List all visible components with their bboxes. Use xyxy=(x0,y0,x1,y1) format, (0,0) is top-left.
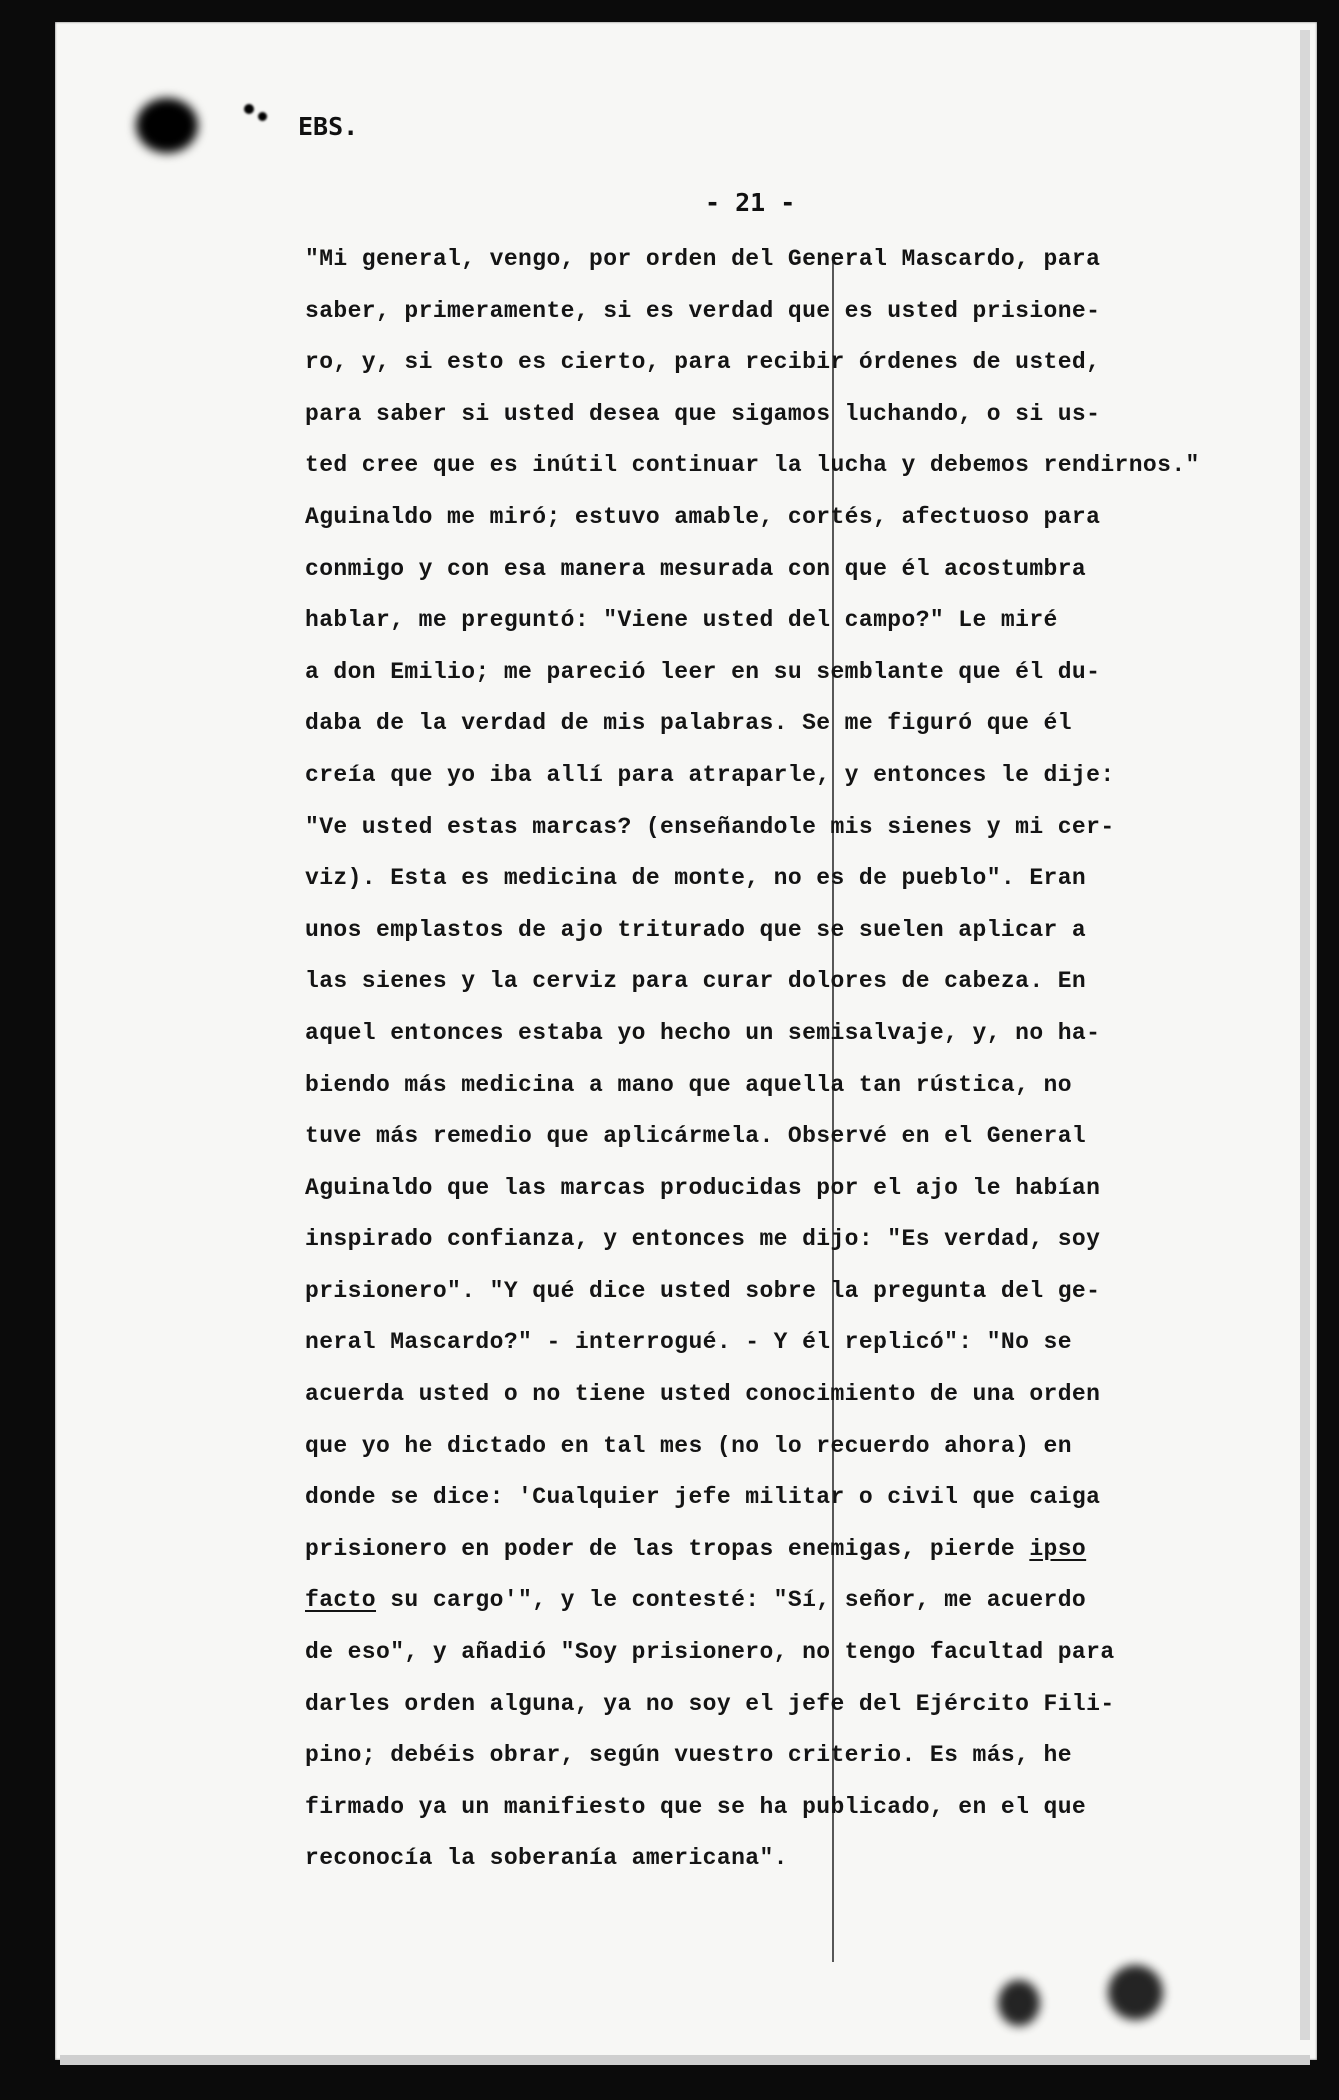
ink-blot-top-left xyxy=(136,98,198,153)
text-line: viz). Esta es medicina de monte, no es de pueblo". Eran xyxy=(305,865,1087,892)
text-line: ro, y, si esto es cierto, para recibir órdenes de usted, xyxy=(305,349,1101,376)
text-line: unos emplastos de ajo triturado que se suelen aplicar a xyxy=(305,916,1087,943)
text-line: para saber si usted desea que sigamos luchando, o si us- xyxy=(305,400,1101,427)
text-line: firmado ya un manifiesto que se ha publicado, en el que xyxy=(305,1793,1087,1820)
text-line: que yo he dictado en tal mes (no lo recuerdo ahora) en xyxy=(305,1432,1072,1459)
text-line: "Ve usted estas marcas? (enseñandole mis sienes y mi cer- xyxy=(305,813,1115,840)
page-edge-right xyxy=(1300,30,1310,2040)
text-line: ted cree que es inútil continuar la lucha y debemos rendirnos." xyxy=(305,452,1200,479)
text-line: conmigo y con esa manera mesurada con que él acostumbra xyxy=(305,555,1087,582)
text-line: "Mi general, vengo, por orden del General Mascardo, para xyxy=(305,246,1101,272)
page-number: - 21 - xyxy=(705,188,796,217)
text-line: las sienes y la cerviz para curar dolores de cabeza. En xyxy=(305,968,1087,995)
text-line: pino; debéis obrar, según vuestro criterio. Es más, he xyxy=(305,1742,1072,1769)
text-line: biendo más medicina a mano que aquella tan rústica, no xyxy=(305,1071,1072,1098)
text-line xyxy=(305,1575,1290,1627)
text-segment: su cargo'", y le contesté: "Sí, señor, me acuerdo xyxy=(376,1587,1087,1614)
text-line: acuerda usted o no tiene usted conocimiento de una orden xyxy=(305,1381,1101,1408)
text-line: darles orden alguna, ya no soy el jefe del Ejército Fili- xyxy=(305,1690,1115,1717)
text-line: prisionero". "Y qué dice usted sobre la pregunta del ge- xyxy=(305,1277,1101,1304)
text-line: a don Emilio; me pareció leer en su semblante que él du- xyxy=(305,658,1101,685)
text-line: neral Mascardo?" - interrogué. - Y él replicó": "No se xyxy=(305,1329,1072,1356)
ink-dot-top-2 xyxy=(258,112,267,121)
text-line: tuve más remedio que aplicármela. Observé en el General xyxy=(305,1123,1087,1150)
ink-blot-bottom-right-1 xyxy=(998,1980,1040,2026)
body-text xyxy=(305,234,1290,1885)
ink-blot-bottom-right-2 xyxy=(1108,1965,1163,2020)
text-line: creía que yo iba allí para atraparle, y entonces le dije: xyxy=(305,761,1115,788)
text-line: inspirado confianza, y entonces me dijo: "Es verdad, soy xyxy=(305,1226,1101,1253)
page-edge-bottom xyxy=(60,2055,1310,2065)
text-line: hablar, me preguntó: "Viene usted del campo?" Le miré xyxy=(305,607,1058,634)
text-line: Aguinaldo que las marcas producidas por el ajo le habían xyxy=(305,1174,1101,1201)
underlined-word-ipso: ipso xyxy=(1029,1535,1087,1562)
text-line xyxy=(305,1524,1290,1576)
ink-dot-top xyxy=(244,104,254,114)
text-line: daba de la verdad de mis palabras. Se me figuró que él xyxy=(305,710,1072,737)
text-line: de eso", y añadió "Soy prisionero, no tengo facultad para xyxy=(305,1639,1115,1666)
underlined-word-facto: facto xyxy=(305,1587,377,1614)
text-line: Aguinaldo me miró; estuvo amable, cortés, afectuoso para xyxy=(305,503,1101,530)
text-segment: prisionero en poder de las tropas enemigas, pierde xyxy=(305,1535,1030,1562)
header-code: EBS. xyxy=(298,112,359,141)
text-line: donde se dice: 'Cualquier jefe militar o civil que caiga xyxy=(305,1484,1101,1511)
text-line: saber, primeramente, si es verdad que es usted prisione- xyxy=(305,297,1101,324)
text-line: reconocía la soberanía americana". xyxy=(305,1845,788,1872)
text-line: aquel entonces estaba yo hecho un semisalvaje, y, no ha- xyxy=(305,1019,1101,1046)
